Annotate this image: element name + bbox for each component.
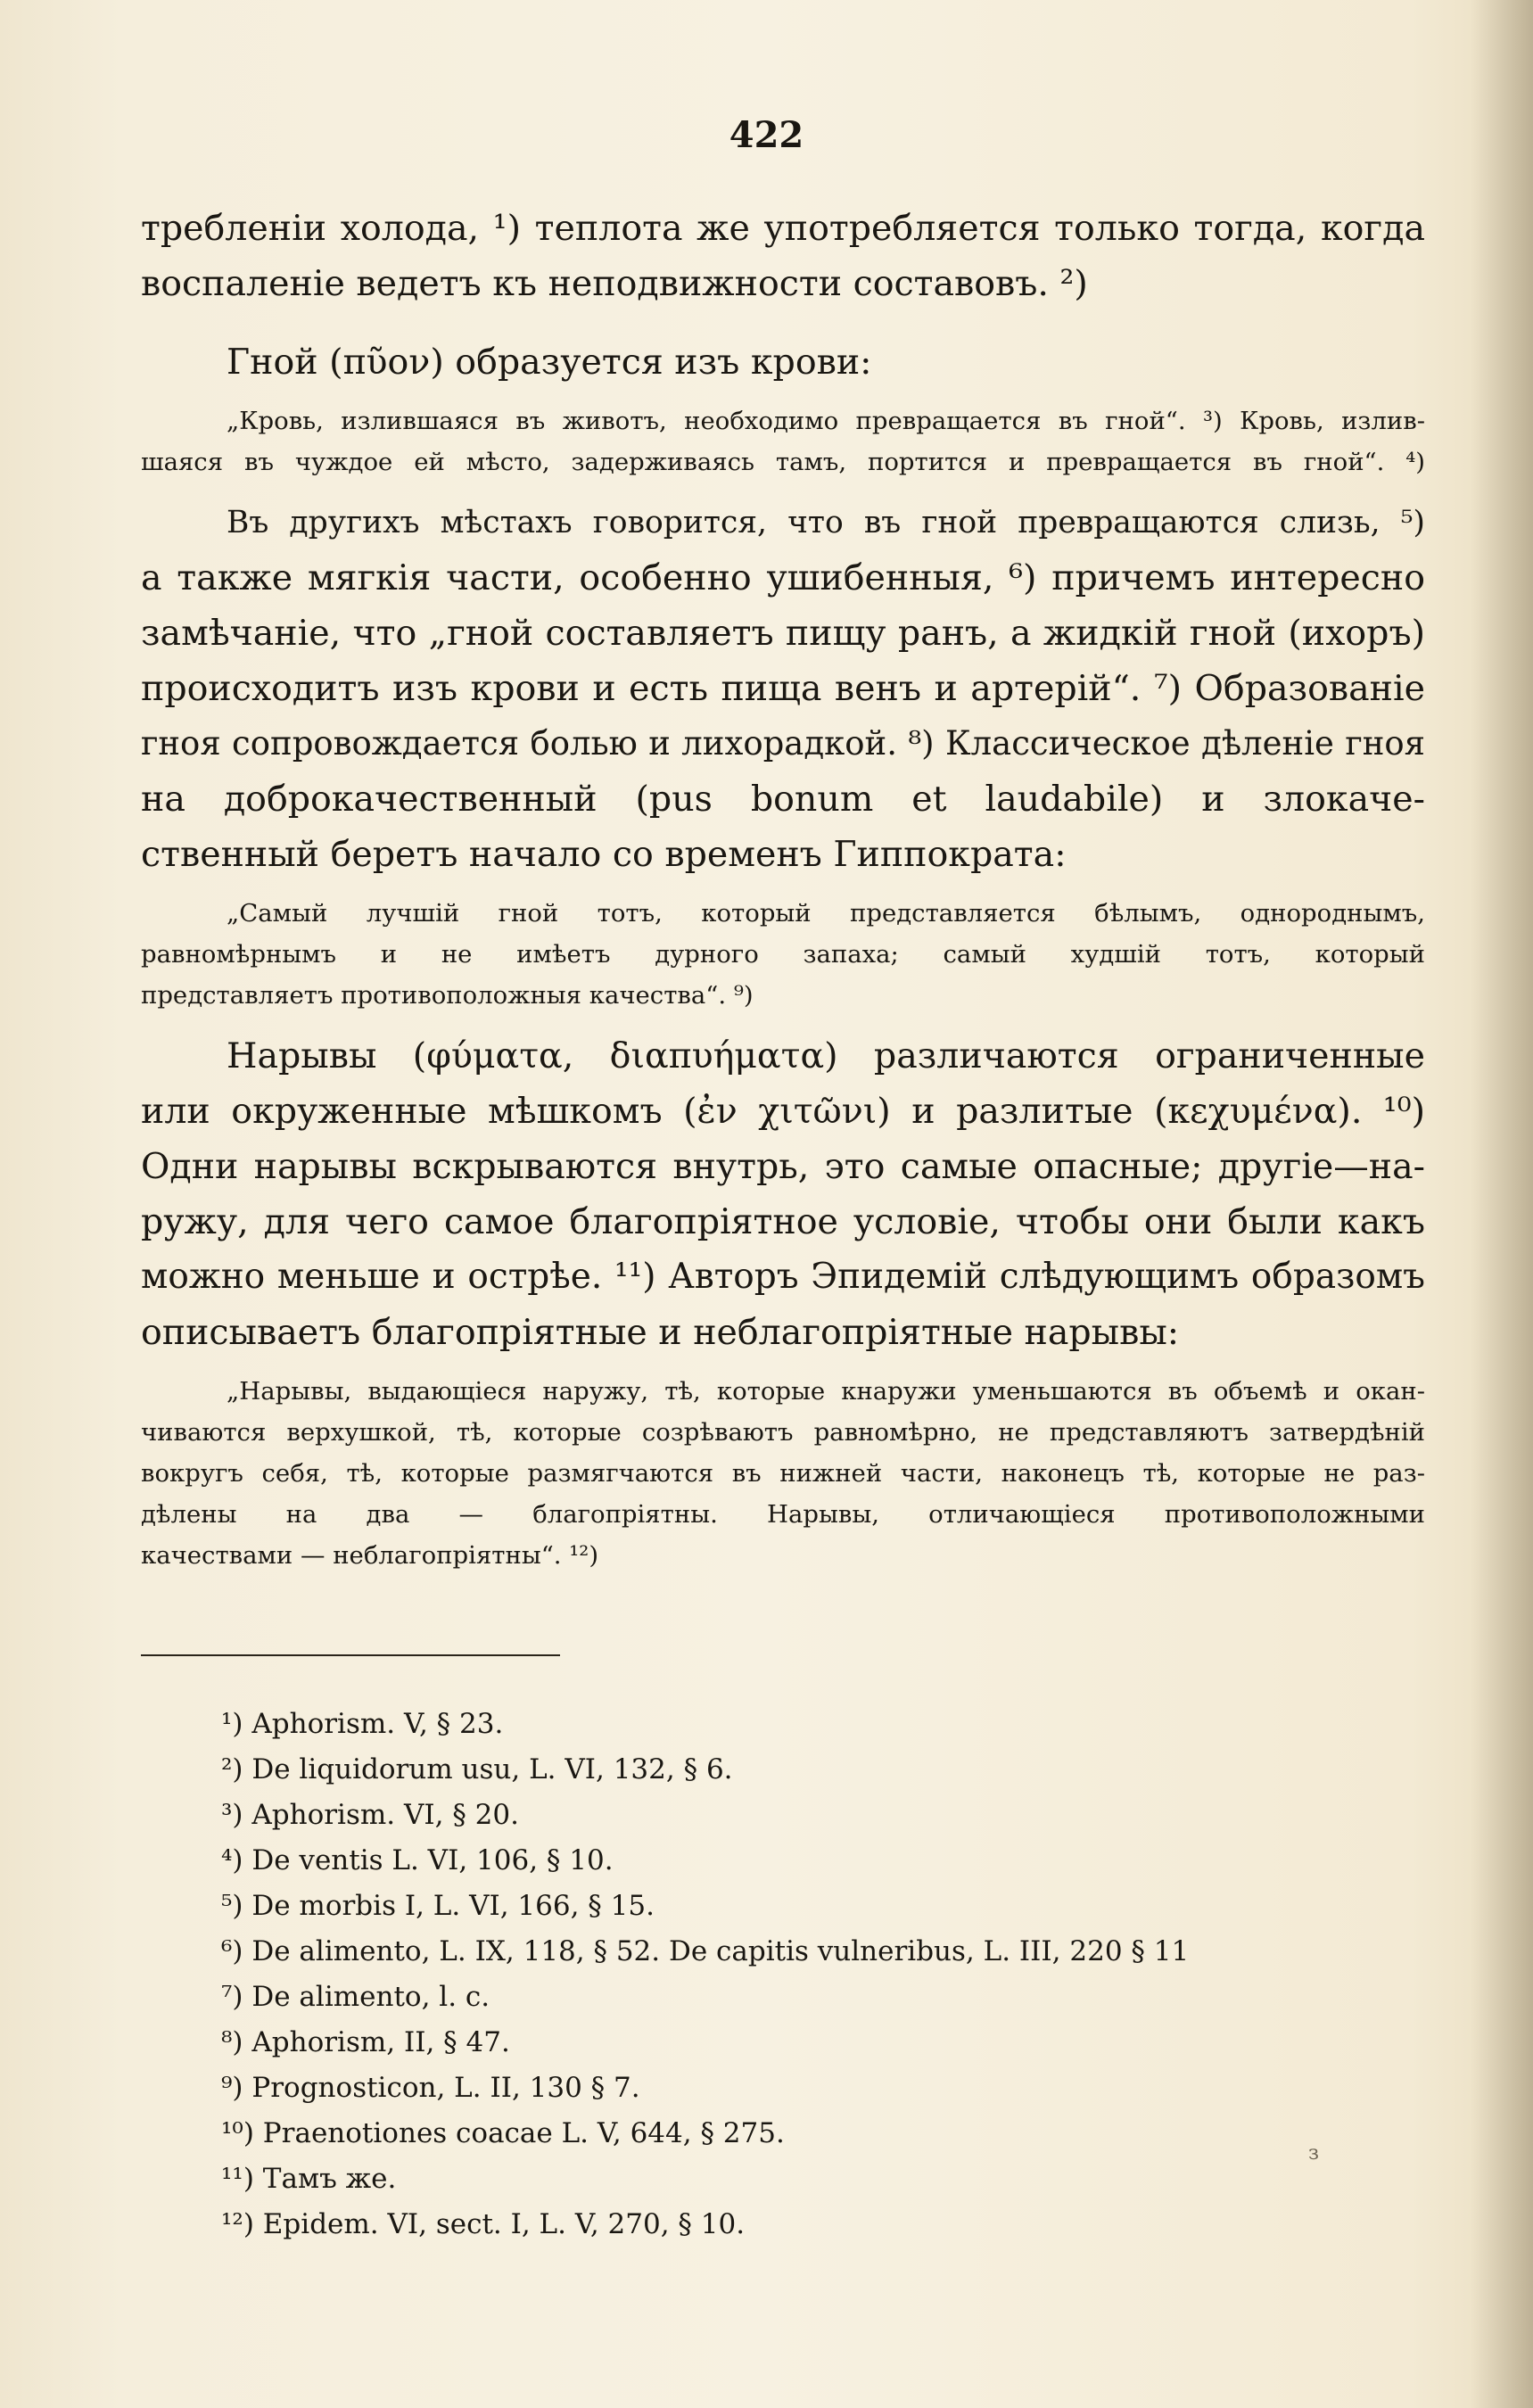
quote-line: „Кровь, излившаяся въ животъ, необходимо превращается въ гной“. ³) Кровь, излив- <box>227 407 1425 435</box>
footnotes <box>221 1702 1398 2247</box>
quote-line: „Нарывы, выдающіеся наружу, тѣ, которые кнаружи уменьшаются въ объемѣ и окан- <box>227 1377 1425 1406</box>
footnote: ¹²) Epidem. VI, sect. I, L. V, 270, § 10. <box>221 2208 746 2240</box>
footnote: ³) Aphorism. VI, § 20. <box>221 1799 519 1831</box>
text-line: на доброкачественный (pus bonum et laudabile) и злокаче- <box>141 779 1425 820</box>
footnote: ⁹) Prognosticon, L. II, 130 § 7. <box>221 2072 640 2104</box>
quote-line: „Самый лучшій гной тотъ, который представляется бѣлымъ, однороднымъ, <box>227 899 1425 928</box>
text-line: ружу, для чего самое благопріятное условіе, чтобы они были какъ <box>141 1201 1425 1242</box>
text-line: замѣчаніе, что „гной составляетъ пищу ранъ, а жидкій гной (ихоръ) <box>141 613 1425 654</box>
quote-line: представляетъ противоположныя качества“. ⁹) <box>141 981 754 1010</box>
footnote: ⁵) De morbis I, L. VI, 166, § 15. <box>221 1890 655 1922</box>
quote-line: равномѣрнымъ и не имѣетъ дурного запаха; самый худшій тотъ, который <box>141 940 1425 969</box>
text-line: гноя сопровождается болью и лихорадкой. ⁸) Классическое дѣленіе гноя <box>141 724 1425 763</box>
quote-best-pus <box>141 893 1425 1016</box>
text-line: происходитъ изъ крови и есть пища венъ и артерій“. ⁷) Образованіе <box>141 668 1425 709</box>
paragraph-other-places <box>141 495 1425 882</box>
footnote: ⁶) De alimento, L. IX, 118, § 52. De capitis vulneribus, L. III, 220 § 11 <box>221 1935 1190 1967</box>
footnote-separator <box>141 1654 560 1656</box>
paragraph-abscesses <box>141 1028 1425 1360</box>
quote-line: вокругъ себя, тѣ, которые размягчаются въ нижней части, наконецъ тѣ, которые не раз- <box>141 1459 1425 1488</box>
text-line: ственный беретъ начало со временъ Гиппократа: <box>141 834 1067 875</box>
spine-shadow <box>1471 0 1533 2408</box>
text-line: Нарывы (φύματα, διαπυήματα) различаются ограниченные <box>227 1035 1425 1076</box>
page-number: 422 <box>729 114 804 156</box>
text-line: Въ другихъ мѣстахъ говорится, что въ гной превращаются слизь, ⁵) <box>227 505 1425 540</box>
quote-line: шаяся въ чуждое ей мѣсто, задерживаясь тамъ, портится и превращается въ гной“. ⁴) <box>141 448 1425 476</box>
footnote: ²) De liquidorum usu, L. VI, 132, § 6. <box>221 1753 733 1785</box>
footnote: ⁷) De alimento, l. c. <box>221 1981 490 2013</box>
footnote: ⁴) De ventis L. VI, 106, § 10. <box>221 1844 614 1876</box>
text-line: требленіи холода, ¹) теплота же употребляется только тогда, когда <box>141 208 1425 249</box>
text-line: или окруженные мѣшкомъ (ἐν χιτῶνι) и разлитые (κεχυμένα). ¹⁰) <box>141 1091 1425 1132</box>
footnote: ¹⁰) Praenotiones coacae L. V, 644, § 275. <box>221 2117 785 2149</box>
text-line: описываетъ благопріятные и неблагопріятные нарывы: <box>141 1312 1180 1353</box>
text-line: а также мягкія части, особенно ушибенныя, ⁶) причемъ интересно <box>141 557 1425 598</box>
text-line: воспаленіе ведетъ къ неподвижности составовъ. ²) <box>141 263 1088 304</box>
text-line: Гной (πῦον) образуется изъ крови: <box>227 342 872 383</box>
quote-line: качествами — неблагопріятны“. ¹²) <box>141 1541 599 1570</box>
quote-line: чиваются верхушкой, тѣ, которые созрѣваютъ равномѣрно, не представляютъ затвердѣній <box>141 1418 1425 1447</box>
quote-blood-to-pus <box>141 400 1425 482</box>
text-line: можно меньше и острѣе. ¹¹) Авторъ Эпидемій слѣдующимъ образомъ <box>141 1257 1425 1297</box>
body-text <box>141 201 1425 1576</box>
footnote: ¹) Aphorism. V, § 23. <box>221 1708 504 1740</box>
text-line: Одни нарывы вскрываются внутрь, это самые опасные; другіе—на- <box>141 1146 1425 1187</box>
stray-mark: з <box>1308 2142 1319 2165</box>
quote-abscess-signs <box>141 1371 1425 1576</box>
paragraph-pus-formation <box>141 334 1425 390</box>
quote-line: дѣлены на два — благопріятны. Нарывы, отличающіеся противоположными <box>141 1500 1425 1529</box>
footnote: ⁸) Aphorism, II, § 47. <box>221 2026 510 2058</box>
footnote: ¹¹) Тамъ же. <box>221 2163 397 2195</box>
paragraph-cold-heat <box>141 201 1425 311</box>
